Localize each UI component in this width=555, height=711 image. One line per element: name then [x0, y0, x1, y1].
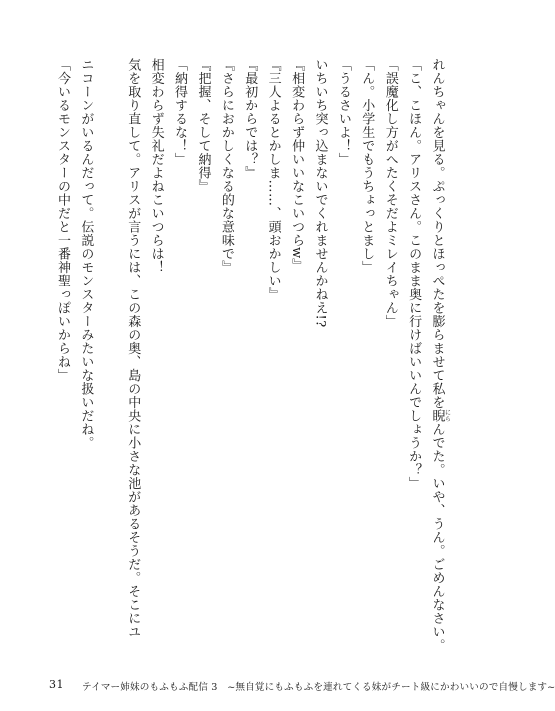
furigana-ruby: 睨 にら	[429, 409, 451, 423]
page-footer	[0, 678, 555, 698]
paragraph: 気を取り直して。アリスが言うには、この森の奥、島の中央に小さな池があるそうだ。そこにユ	[125, 58, 141, 639]
page-number: 31	[49, 678, 64, 691]
paragraph: 「こ、こほん。アリスさん。このまま奥に行けばいいんでしょうか？」	[406, 58, 422, 490]
paragraph: 「納得するな！」	[172, 58, 188, 166]
paragraph: ニコーンがいるんだって。伝説のモンスターみたいな扱いだね。	[78, 58, 94, 450]
paragraph: 『最初からでは？』	[242, 58, 258, 180]
paragraph: いちいち突っ込まないでくれませんかねえ!?	[312, 58, 328, 328]
paragraph: 「誤魔化し方がへたくそだよミレイちゃん」	[382, 58, 398, 328]
paragraph: 『三人よるとかしま……、頭おかしい』	[265, 58, 281, 301]
paragraph: 「うるさいよ！」	[335, 58, 351, 166]
paragraph: 「ん。小学生でもうちょっとまし」	[359, 58, 375, 274]
paragraph: 『把握、そして納得』	[195, 58, 211, 193]
paragraph: 『さらにおかしくなる的な意味で』	[218, 58, 234, 274]
paragraph: れんちゃんを見る。ぷっくりとほっぺたを膨らませて私を睨 にらんでた。いや、うん。ごめんなさい。	[429, 58, 451, 652]
furigana-reading: にら	[443, 409, 451, 423]
running-title: テイマー姉妹のもふもふ配信 3 ~無自覚にもふもふを連れてくる妹がチート級にかわいいので自慢します~	[82, 682, 555, 693]
vertical-text-body	[52, 58, 450, 658]
paragraph: 「今いるモンスターの中だと一番神聖っぽいからね」	[55, 58, 71, 382]
paragraph: 相変わらず失礼だよねこいつらは！	[148, 58, 164, 274]
paragraph: 『相変わらず仲いいなこいつらw』	[289, 58, 305, 273]
